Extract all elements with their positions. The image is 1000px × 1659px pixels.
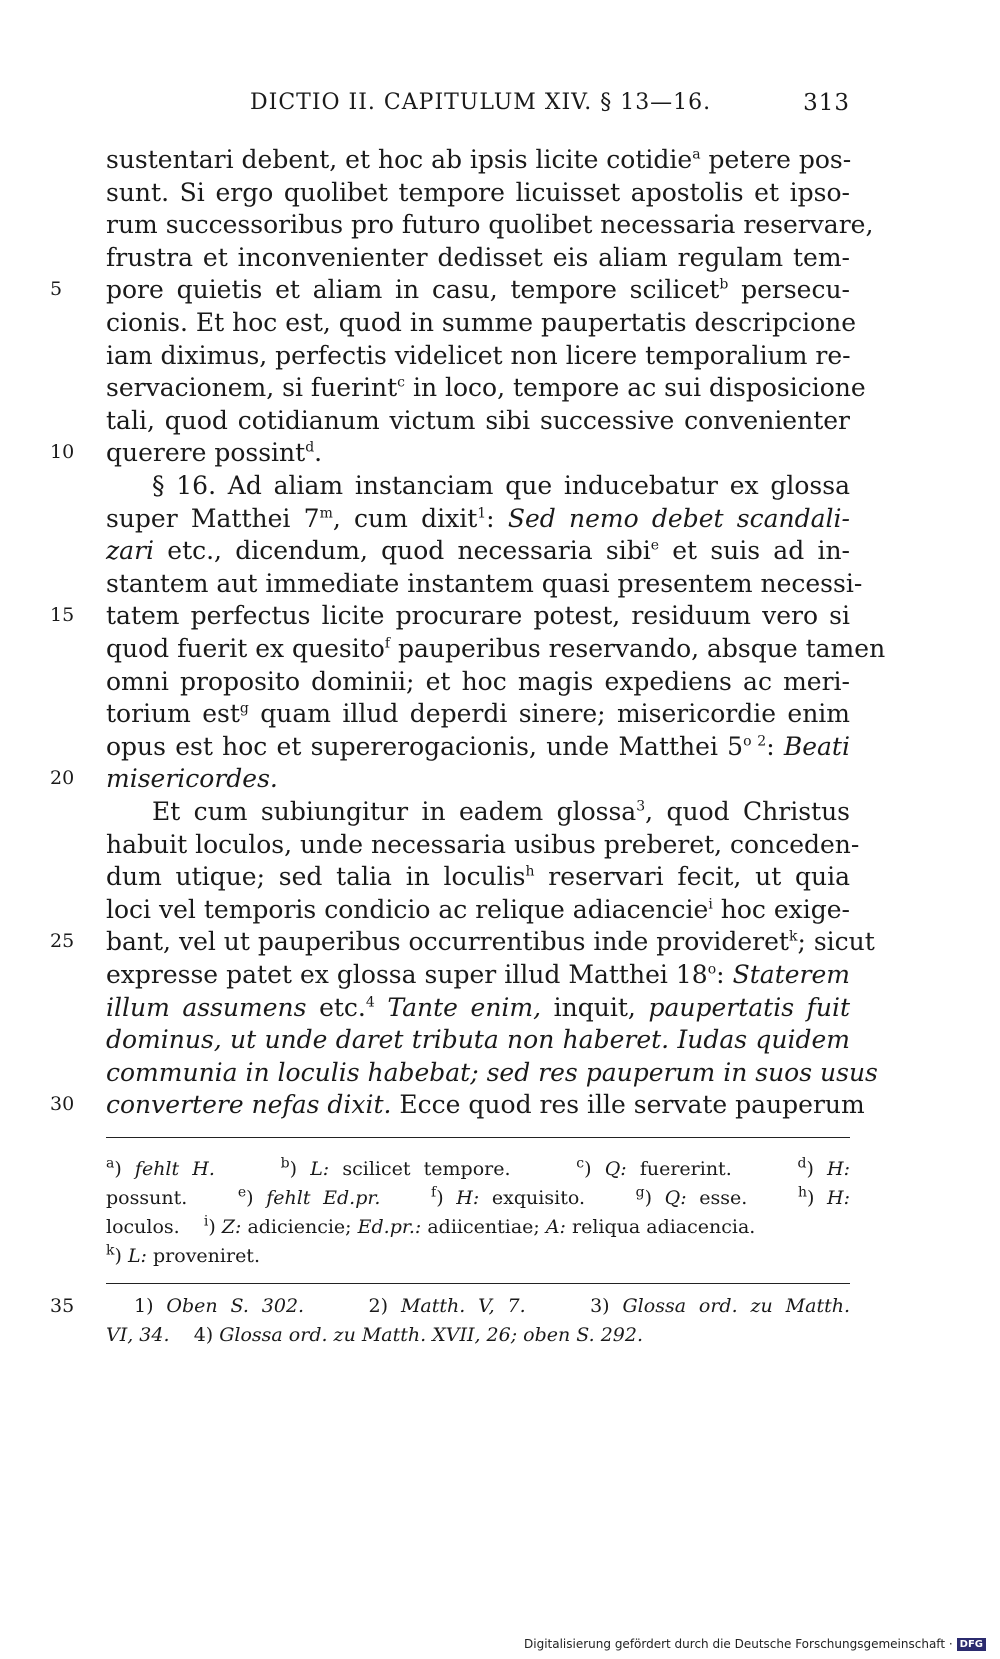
source-note-line: 1) Oben S. 302. 2) Matth. V, 7. 3) Glossa ord. zu Matth. (134, 1295, 850, 1317)
text-line: zari etc., dicendum, quod necessaria sibi$^e$ et suis ad in- (106, 536, 850, 566)
line-number: 20 (50, 767, 75, 790)
line-number: 35 (50, 1295, 75, 1317)
text-line: servacionem, si fuerint$^c$ in loco, tempore ac sui disposicione (106, 373, 866, 403)
text-line: stantem aut immediate instantem quasi presentem necessi- (106, 568, 863, 598)
line-number: 30 (50, 1093, 75, 1116)
text-line: convertere nefas dixit. Ecce quod res ille servate pauperum (106, 1090, 865, 1120)
page-number: 313 (803, 90, 850, 116)
line-number: 5 (50, 278, 63, 301)
text-line: cionis. Et hoc est, quod in summe paupertatis descripcione (106, 308, 857, 337)
credit-text: Digitalisierung gefördert durch die Deutsche Forschungsgemeinschaft · (524, 1637, 953, 1651)
line-number: 15 (50, 604, 75, 627)
text-line: habuit loculos, unde necessaria usibus preberet, conceden- (106, 829, 860, 859)
text-line: misericordes. (106, 764, 278, 794)
dfg-logo: DFG (957, 1638, 986, 1651)
text-line: communia in loculis habebat; sed res pauperum in suos usus (106, 1057, 878, 1087)
critical-note-line: loculos. $^i$) Z: adiciencie; Ed.pr.: adiicentiae; A: reliqua adiacencia. (106, 1213, 756, 1238)
text-line: super Matthei 7$^m$, cum dixit$^1$: Sed nemo debet scandali- (106, 503, 850, 533)
critical-notes-rule (106, 1137, 850, 1138)
line-number: 25 (50, 930, 75, 953)
text-line: rum successoribus pro futuro quolibet necessaria reservare, (106, 210, 874, 240)
text-line: sustentari debent, et hoc ab ipsis licite cotidie$^a$ petere pos- (106, 145, 852, 174)
text-line: bant, vel ut pauperibus occurrentibus inde provideret$^k$; sicut (106, 927, 875, 957)
text-line: loci vel temporis condicio ac relique adiacencie$^i$ hoc exige- (106, 894, 850, 924)
source-notes-rule (106, 1283, 850, 1284)
running-title: DICTIO II. CAPITULUM XIV. § 13—16. (250, 90, 712, 115)
source-note-line: VI, 34. 4) Glossa ord. zu Matth. XVII, 26; oben S. 292. (106, 1324, 644, 1346)
text-line: quod fuerit ex quesito$^f$ pauperibus reservando, absque tamen (106, 634, 886, 663)
critical-note-line: possunt. $^e$) fehlt Ed.pr. $^f$) H: exquisito. $^g$) Q: esse. $^h$) H: (106, 1184, 851, 1209)
text-line: expresse patet ex glossa super illud Matthei 18$^o$: Staterem (106, 960, 850, 989)
text-line: frustra et inconvenienter dedisset eis aliam regulam tem- (106, 242, 850, 272)
running-header (106, 86, 850, 122)
text-line: querere possint$^d$. (106, 438, 323, 468)
text-line: omni proposito dominii; et hoc magis expediens ac meri- (106, 666, 850, 696)
critical-note-line: $^a$) fehlt H. $^b$) L: scilicet tempore. $^c$) Q: fuererint. $^d$) H: (106, 1155, 850, 1180)
text-line: torium est$^g$ quam illud deperdi sinere; misericordie enim (106, 699, 851, 729)
text-line: pore quietis et aliam in casu, tempore scilicet$^b$ persecu- (106, 275, 850, 305)
text-line: opus est hoc et supererogacionis, unde Matthei $5^{o 2}$: Beati (106, 731, 850, 761)
line-number: 10 (50, 441, 75, 464)
text-line: sunt. Si ergo quolibet tempore licuisset apostolis et ipso- (106, 177, 850, 207)
text-line: tatem perfectus licite procurare potest, residuum vero si (106, 601, 850, 631)
text-line: Et cum subiungitur in eadem glossa$^3$, quod Christus (152, 797, 851, 826)
text-line: dum utique; sed talia in loculis$^h$ reservari fecit, ut quia (106, 862, 850, 892)
digitization-credit (524, 1637, 986, 1651)
text-line: iam diximus, perfectis videlicet non licere temporalium re- (106, 340, 851, 370)
critical-note-line: $^k$) L: proveniret. (106, 1242, 260, 1267)
text-line: dominus, ut unde daret tributa non haberet. Iudas quidem (106, 1025, 850, 1055)
text-line: § 16. Ad aliam instanciam que inducebatur ex glossa (152, 471, 850, 500)
text-line: tali, quod cotidianum victum sibi successive convenienter (106, 405, 850, 435)
text-line: illum assumens etc.$^4$ Tante enim, inquit, paupertatis fuit (106, 992, 851, 1022)
